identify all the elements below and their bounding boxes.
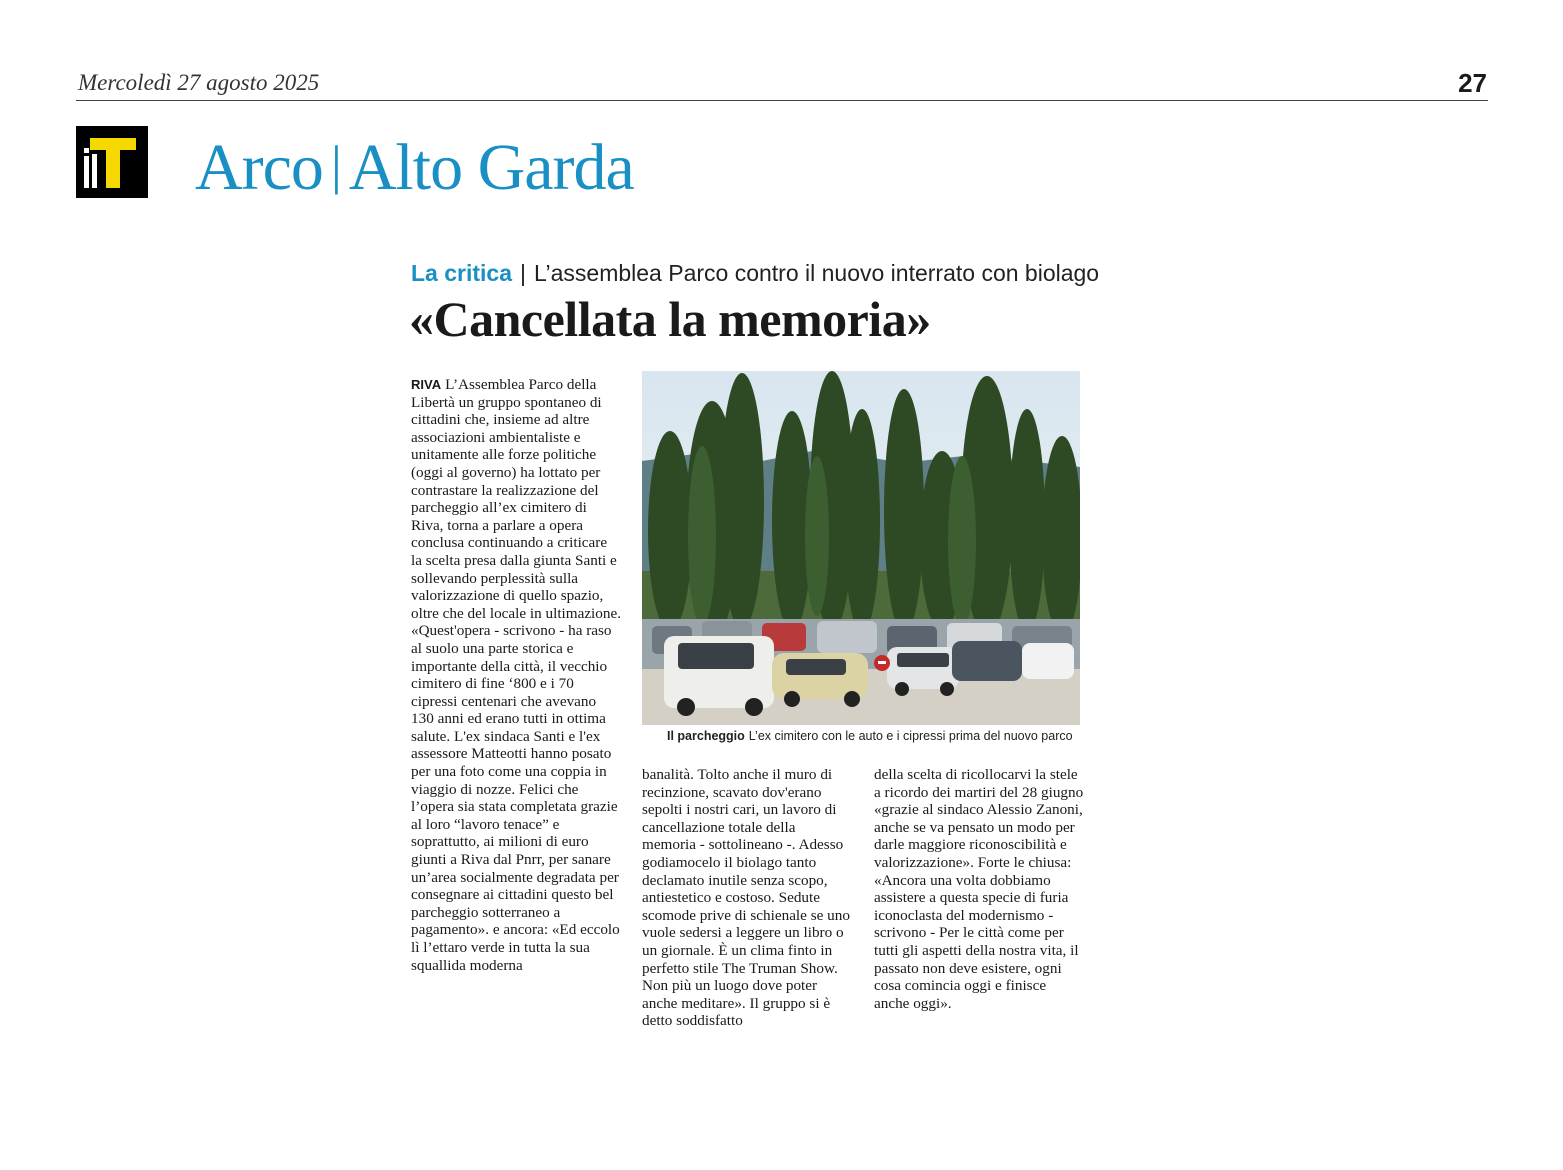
- article-kicker: [411, 260, 1099, 287]
- publication-date: Mercoledì 27 agosto 2025: [78, 70, 320, 95]
- article-photo: [642, 371, 1080, 725]
- photo-caption: [667, 729, 1073, 743]
- article-dateline: RIVA: [411, 377, 442, 392]
- section-title-left: Arco: [195, 131, 323, 204]
- section-title-right: Alto Garda: [348, 131, 634, 204]
- header-rule: [76, 100, 1488, 101]
- column-1-text: L’Assemblea Parco della Libertà un gruppo spontaneo di cittadini che, insieme ad altre associazioni ambientaliste e unitamente alle forze politiche (oggi al governo) ha lottato per contrastare la realizzazione del parcheggio all’ex cimitero di Riva, torna a parlare a opera conclusa continuando a criticare la scelta presa dalla giunta Santi e sollevando perplessità sulla valorizzazione di quello spazio, oltre che del locale in ultimazione. «Quest'opera - scrivono - ha raso al suolo una parte storica e importante della città, il vecchio cimitero di fine ‘800 e i 70 cipressi centenari che avevano 130 anni ed erano tutti in ottima salute. L'ex sindaca Santi e l'ex assessore Matteotti hanno posato per una foto come una coppia in viaggio di nozze. Felici che l’opera sia stata completata grazie al loro “lavoro tenace” e soprattutto, ai milioni di euro giunti a Riva dal Pnrr, per sanare un’area socialmente degradata per consegnare ai cittadini questo bel parcheggio sotterraneo a pagamento». e ancora: «Ed eccolo lì l’ettaro verde in tutta la sua squallida moderna: [411, 376, 622, 974]
- newspaper-logo: [76, 126, 148, 198]
- caption-text: L’ex cimitero con le auto e i cipressi prima del nuovo parco: [748, 729, 1073, 743]
- section-title: [195, 130, 634, 206]
- page-number: 27: [1458, 68, 1487, 98]
- caption-label: Il parcheggio: [667, 729, 745, 743]
- kicker-subtitle: L’assemblea Parco contro il nuovo interrato con biolago: [533, 260, 1100, 286]
- article-headline: «Cancellata la memoria»: [409, 291, 931, 347]
- newspaper-logo-icon: [76, 126, 148, 198]
- section-separator: |: [330, 135, 341, 195]
- parking-photo-image: [642, 371, 1080, 725]
- kicker-separator: |: [520, 260, 526, 286]
- kicker-tag: La critica: [411, 260, 512, 286]
- article-column-3: della scelta di ricollocarvi la stele a ricordo dei martiri del 28 giugno «grazie al sindaco Alessio Zanoni, anche se va pensato un modo per darle maggiore riconoscibilità e valorizzazione». Forte le chiusa: «Ancora una volta dobbiamo assistere a questa specie di furia iconoclasta del modernismo - scrivono - Per le città come per tutti gli aspetti della nostra vita, il passato non deve esistere, ogni cosa comincia oggi e finisce anche oggi».: [874, 766, 1084, 1012]
- article-column-2: banalità. Tolto anche il muro di recinzione, scavato dov'erano sepolti i nostri cari, un lavoro di cancellazione totale della memoria - sottolineano -. Adesso godiamocelo il biolago tanto declamato inutile senza scopo, antiestetico e costoso. Sedute scomode prive di schienale se uno vuole sedersi a leggere un libro o un giornale. È un clima finto in perfetto stile The Truman Show. Non più un luogo dove poter anche meditare». Il gruppo si è detto soddisfatto: [642, 766, 850, 1030]
- article-column-1: [411, 376, 621, 974]
